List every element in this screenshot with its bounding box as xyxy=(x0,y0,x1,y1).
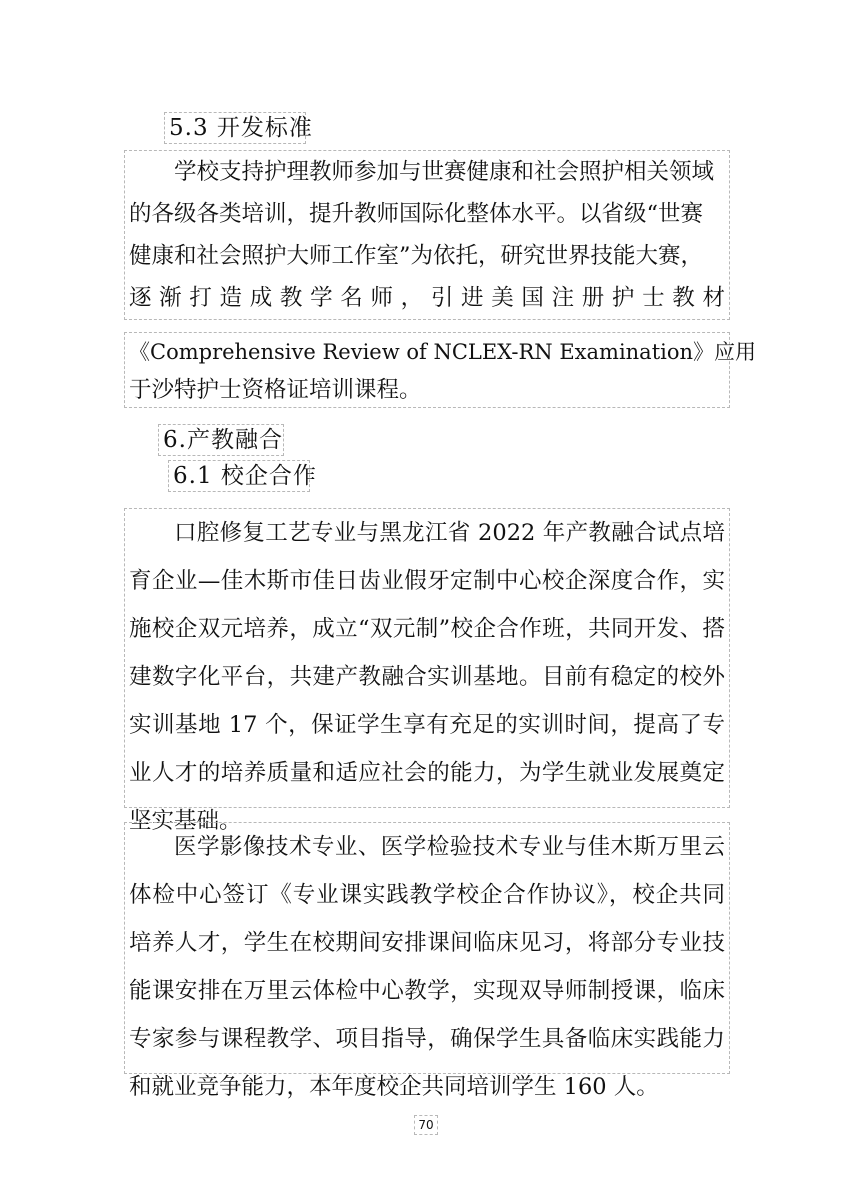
paragraph-line: 学校支持护理教师参加与世赛健康和社会照护相关领域 xyxy=(174,159,715,185)
paragraph-text: 医学影像技术专业、医学检验技术专业与佳木斯万里云体检中心签订《专业课实践教学校企合作协议》，校企共同培养人才，学生在校期间安排课间临床见习，将部分专业技能课安排在万里云体检中心教学，实现双导师制授课，临床专家参与课程教学、项目指导，确保学生具备临床实践能力和就业竞争能力，本年度校企共同培训学生 160 人。 xyxy=(129,834,725,1100)
paragraph-line: 于沙特护士资格证培训课程。 xyxy=(129,377,422,403)
section-heading-text: 5.3 开发标准 xyxy=(169,115,313,141)
section-heading-text: 6.产教融合 xyxy=(163,427,283,453)
section-heading-5-3 xyxy=(164,112,313,144)
paragraph-line: 逐渐打造成教学名师，引进美国注册护士教材 xyxy=(129,285,725,311)
section-heading-6-1 xyxy=(168,460,317,492)
paragraph-5-3a xyxy=(124,150,730,320)
page-number: 70 xyxy=(414,1115,438,1135)
paragraph-6-1a xyxy=(124,508,730,834)
paragraph-line: 《Comprehensive Review of NCLEX-RN Examination》应用 xyxy=(129,340,757,364)
paragraph-5-3b xyxy=(124,332,757,408)
section-heading-text: 6.1 校企合作 xyxy=(173,463,317,489)
paragraph-text: 口腔修复工艺专业与黑龙江省 2022 年产教融合试点培育企业—佳木斯市佳日齿业假牙定制中心校企深度合作，实施校企双元培养，成立“双元制”校企合作班，共同开发、搭建数字化平台，共建产教融合实训基地。目前有稳定的校外实训基地 17 个，保证学生享有充足的实训时间，提高了专业人才的培养质量和适应社会的能力，为学生就业发展奠定坚实基础。 xyxy=(129,520,725,834)
section-heading-6 xyxy=(158,424,284,456)
paragraph-6-1b xyxy=(124,822,730,1100)
paragraph-line: 健康和社会照护大师工作室”为依托，研究世界技能大赛， xyxy=(129,243,704,269)
paragraph-line: 的各级各类培训，提升教师国际化整体水平。以省级“世赛 xyxy=(129,201,704,227)
